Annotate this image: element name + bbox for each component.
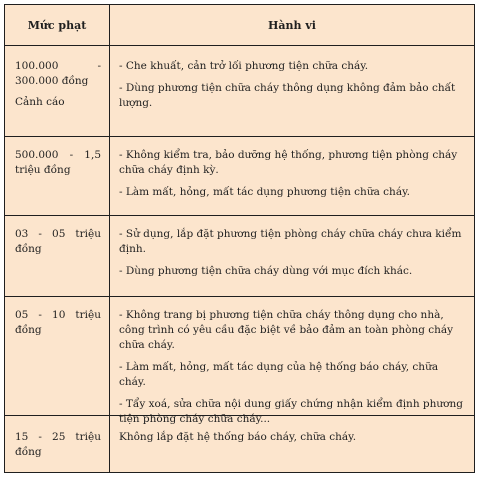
fine-line: triệu đồng (15, 164, 71, 176)
behavior-cell (119, 59, 466, 111)
fine-line: đồng (15, 243, 42, 255)
fine-table (4, 4, 475, 473)
behavior-item: - Không trang bị phương tiện chữa cháy thông dụng cho nhà, công trình có yêu cầu đặc biệt về bảo đảm an toàn phòng cháy chữa cháy. (119, 309, 454, 351)
behavior-item: Không lắp đặt hệ thống báo cháy, chữa cháy. (119, 431, 357, 443)
behavior-cell (119, 227, 466, 279)
fine-line: 03 - 05 triệu (15, 228, 101, 240)
table-row (5, 296, 474, 425)
fine-cell (15, 227, 101, 257)
fine-line: đồng (15, 324, 42, 336)
behavior-cell (119, 148, 466, 200)
behavior-item: - Che khuất, cản trở lối phương tiện chữa cháy. (119, 60, 369, 72)
behavior-cell (119, 430, 466, 445)
behavior-item: - Tẩy xoá, sửa chữa nội dung giấy chứng nhận kiểm định phương tiện phòng cháy chữa cháy... (119, 398, 463, 425)
behavior-item: - Không kiểm tra, bảo dưỡng hệ thống, phương tiện phòng cháy chữa cháy định kỳ. (119, 149, 458, 176)
behavior-cell (119, 308, 466, 427)
header-behavior: Hành vi (268, 18, 316, 32)
fine-line: 300.000 đồng (15, 75, 89, 87)
fine-line: Cảnh cáo (15, 96, 65, 108)
fine-line: 05 - 10 triệu (15, 309, 101, 321)
behavior-item: - Sử dụng, lắp đặt phương tiện phòng cháy chữa cháy chưa kiểm định. (119, 228, 462, 255)
fine-line: đồng (15, 446, 42, 458)
behavior-item: - Làm mất, hỏng, mất tác dụng của hệ thống báo cháy, chữa cháy. (119, 361, 439, 388)
fine-cell (15, 308, 101, 338)
behavior-item: - Làm mất, hỏng, mất tác dụng phương tiện chữa cháy. (119, 186, 410, 198)
fine-cell (15, 430, 101, 460)
fine-line: 100.000 - (15, 60, 101, 72)
fine-cell (15, 59, 101, 110)
table-row (5, 45, 474, 137)
table-row (5, 136, 474, 216)
fine-line: 15 - 25 triệu (15, 431, 101, 443)
table-row (5, 215, 474, 297)
behavior-item: - Dùng phương tiện chữa cháy dùng với mục đích khác. (119, 265, 413, 277)
header-fine: Mức phạt (27, 18, 87, 32)
fine-line: 500.000 - 1,5 (15, 149, 101, 161)
table-header-row (5, 5, 474, 45)
behavior-item: - Dùng phương tiện chữa cháy thông dụng không đảm bảo chất lượng. (119, 82, 456, 109)
fine-cell (15, 148, 101, 178)
table-row (5, 415, 474, 474)
